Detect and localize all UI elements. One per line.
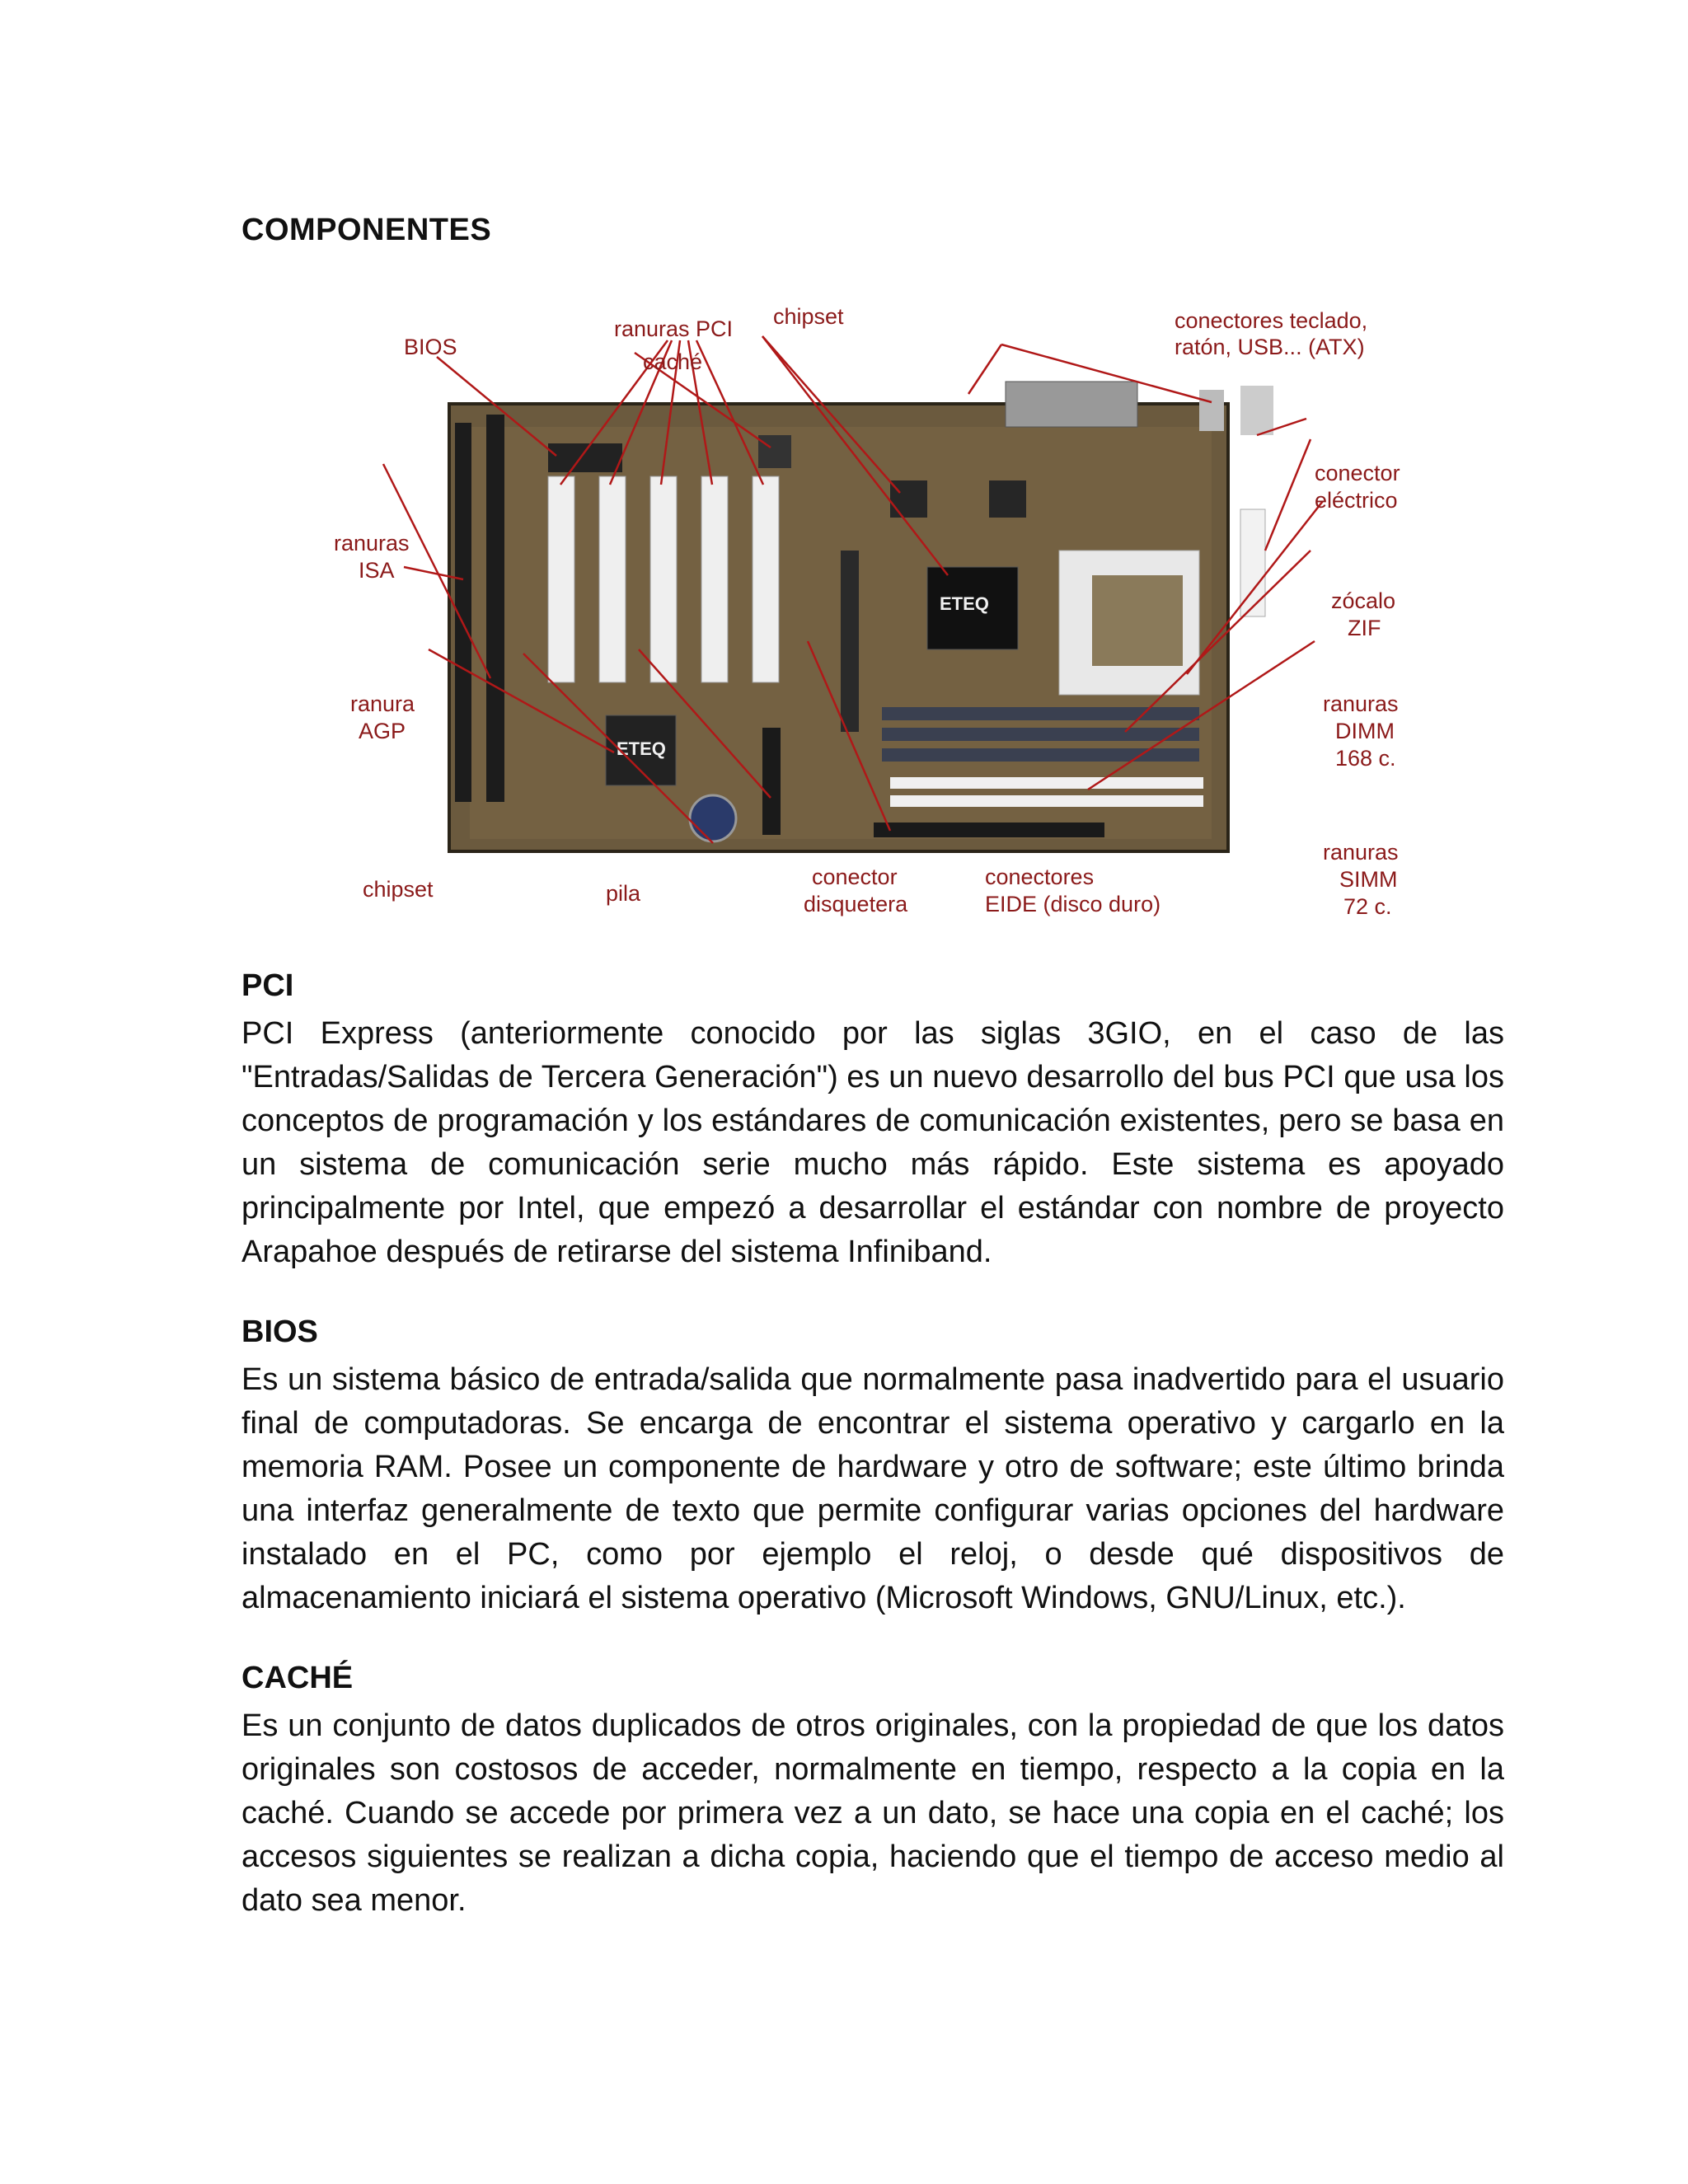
- label-eide-2: EIDE (disco duro): [985, 892, 1161, 916]
- label-ranuras-isa-2: ISA: [359, 558, 395, 583]
- floppy-connector: [762, 728, 781, 835]
- dimm-slot-1: [882, 707, 1199, 720]
- eide-connector: [874, 823, 1104, 837]
- io-connector-usb: [1199, 390, 1224, 431]
- label-conector-electrico-2: eléctrico: [1315, 488, 1398, 513]
- section-pci-body: PCI Express (anteriormente conocido por las siglas 3GIO, en el caso de las "Entradas/Salidas de Tercera Generación") es un nuevo desarrollo del bus PCI que usa los conceptos de programación y los estándares de comunicación existentes, pero se basa en un sistema de comunicación serie mucho más rápido. Este sistema es apoyado principalmente por Intel, que empezó a desarrollar el estándar con nombre de proyecto Arapahoe después de retirarse del sistema Infiniband.: [241, 1016, 1504, 1269]
- label-simm-3: 72 c.: [1343, 894, 1392, 919]
- dimm-slot-3: [882, 748, 1199, 762]
- io-connector-parallel: [1006, 382, 1137, 427]
- label-conectores-teclado-2: ratón, USB... (ATX): [1175, 335, 1365, 359]
- section-bios: [241, 1310, 1504, 1620]
- pci-slot-5: [753, 476, 779, 682]
- label-dimm-1: ranuras: [1323, 691, 1399, 716]
- label-cache: caché: [643, 349, 703, 374]
- section-pci: [241, 964, 1504, 1274]
- chipset-aux-2: [989, 480, 1026, 518]
- chipset-aux: [890, 480, 927, 518]
- chipset-secondary-label: ETEQ: [617, 738, 666, 759]
- simm-slot-2: [890, 795, 1203, 807]
- simm-slot-1: [890, 777, 1203, 789]
- section-bios-heading: BIOS: [241, 1315, 318, 1349]
- section-cache: [241, 1657, 1504, 1923]
- label-chipset-top: chipset: [773, 304, 844, 329]
- label-simm-2: SIMM: [1339, 867, 1398, 892]
- motherboard-figure: [313, 303, 1426, 921]
- label-ranuras-pci: ranuras PCI: [614, 316, 734, 341]
- pci-slot-2: [599, 476, 626, 682]
- page-title: COMPONENTES: [241, 213, 492, 247]
- label-pila: pila: [606, 881, 641, 906]
- label-dimm-3: 168 c.: [1335, 746, 1396, 771]
- label-zocalo-1: zócalo: [1331, 588, 1396, 613]
- chipset-main-label: ETEQ: [940, 593, 989, 614]
- label-eide-1: conectores: [985, 865, 1095, 889]
- label-ranura-agp-1: ranura: [350, 691, 415, 716]
- label-ranuras-isa-1: ranuras: [334, 531, 410, 555]
- label-dimm-2: DIMM: [1335, 719, 1395, 743]
- section-pci-heading: PCI: [241, 968, 294, 1003]
- label-disquetera-1: conector: [812, 865, 898, 889]
- label-conector-electrico-1: conector: [1315, 461, 1400, 485]
- label-conectores-teclado-1: conectores teclado,: [1175, 308, 1368, 333]
- bios-chip: [548, 443, 622, 472]
- section-cache-body: Es un conjunto de datos duplicados de otros originales, con la propiedad de que los datos originales son costosos de acceder, normalmente en tiempo, respecto a la copia en la caché. Cuando se accede por primera vez a un dato, se hace una copia en el caché; los accesos siguientes se realizan a dicha copia, haciendo que el tiempo de acceso medio al dato sea menor.: [241, 1708, 1504, 1918]
- cache-chip: [758, 435, 791, 468]
- label-disquetera-2: disquetera: [804, 892, 908, 916]
- io-connector-ps2: [1240, 386, 1273, 435]
- pci-slot-4: [701, 476, 728, 682]
- zif-socket-inner: [1092, 575, 1183, 666]
- label-ranura-agp-2: AGP: [359, 719, 406, 743]
- section-cache-heading: CACHÉ: [241, 1661, 354, 1695]
- motherboard-diagram: [313, 303, 1426, 921]
- label-simm-1: ranuras: [1323, 840, 1399, 865]
- pci-slot-1: [548, 476, 574, 682]
- section-bios-body: Es un sistema básico de entrada/salida que normalmente pasa inadvertido para el usuario final de computadoras. Se encarga de encontrar el sistema operativo y cargarlo en la memoria RAM. Posee un componente de hardware y otro de software; este último brinda una interfaz generalmente de texto que permite configurar varias opciones del hardware instalado en el PC, como por ejemplo el reloj, o desde qué dispositivos de almacenamiento iniciará el sistema operativo (Microsoft Windows, GNU/Linux, etc.).: [241, 1362, 1504, 1615]
- battery: [690, 795, 736, 841]
- label-chipset-bottom: chipset: [363, 877, 434, 902]
- pci-slot-3: [650, 476, 677, 682]
- dimm-slot-2: [882, 728, 1199, 741]
- agp-slot: [841, 551, 859, 732]
- label-bios: BIOS: [404, 335, 457, 359]
- label-zocalo-2: ZIF: [1348, 616, 1381, 640]
- isa-slot-2: [486, 415, 504, 802]
